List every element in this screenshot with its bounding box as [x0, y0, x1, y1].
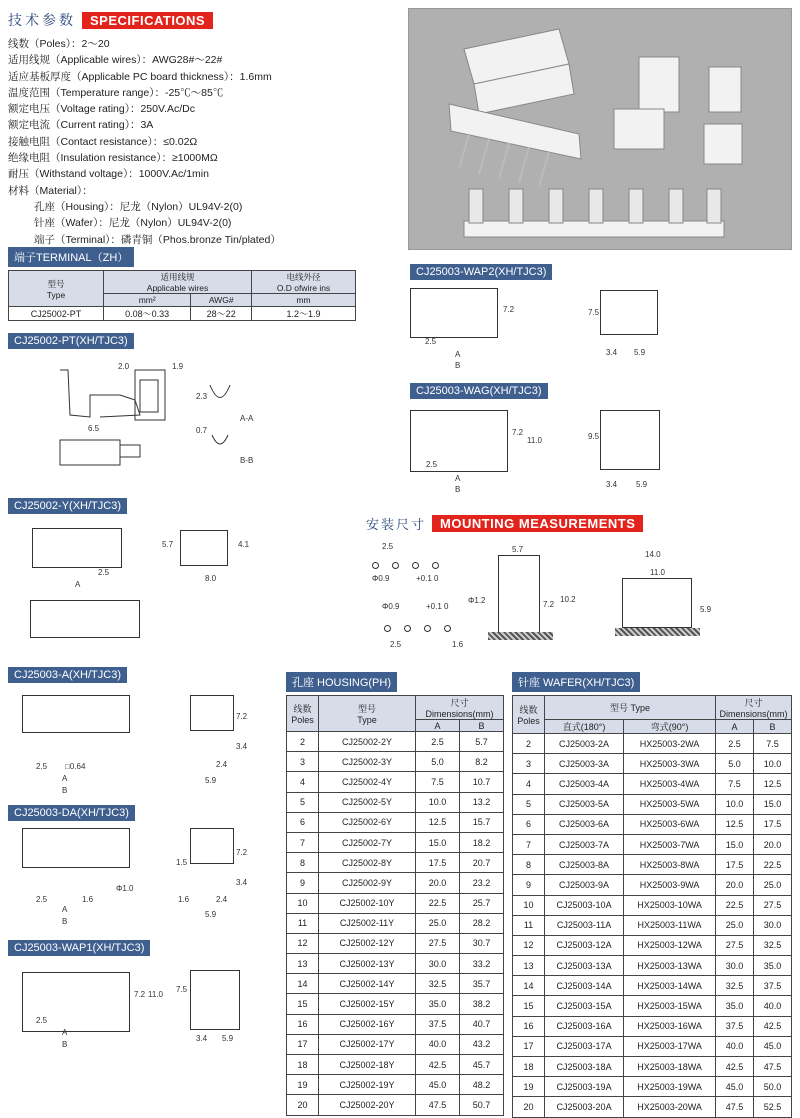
wap1-side-view — [190, 970, 240, 1030]
table-cell: HX25003-6WA — [624, 814, 716, 834]
spec-line: 额定电压（Voltage rating）：250V.Ac/Dc — [8, 103, 195, 116]
table-cell: 30.7 — [460, 933, 504, 953]
table-row — [287, 732, 504, 752]
table-row — [513, 895, 792, 915]
table-cell: 6 — [513, 814, 545, 834]
table-row — [513, 956, 792, 976]
table-cell: CJ25003-18A — [545, 1057, 624, 1077]
table-cell: 25.0 — [416, 913, 460, 933]
table-row — [287, 893, 504, 913]
spec-title — [8, 10, 213, 30]
table-cell: 5 — [287, 792, 319, 812]
table-row — [513, 855, 792, 875]
pt-header: CJ25002-PT(XH/TJC3) — [8, 333, 134, 349]
table-cell: 45.0 — [416, 1075, 460, 1095]
table-cell: 25.0 — [716, 915, 754, 935]
table-cell: 9 — [513, 875, 545, 895]
connector-illustration — [409, 9, 793, 251]
table-cell: CJ25003-13A — [545, 956, 624, 976]
table-cell: 28.2 — [460, 913, 504, 933]
col-wires: 适用线规 Applicable wires — [104, 271, 252, 294]
table-cell: 5 — [513, 794, 545, 814]
pcb-board — [488, 632, 553, 640]
col-type: 型号 Type — [9, 271, 104, 307]
a-header: CJ25003-A(XH/TJC3) — [8, 667, 127, 683]
wap2-header: CJ25003-WAP2(XH/TJC3) — [410, 264, 552, 280]
col-mm2: mm² — [104, 294, 191, 307]
da-header: CJ25003-DA(XH/TJC3) — [8, 805, 135, 821]
table-cell: CJ25002-17Y — [319, 1034, 416, 1054]
terminal-header: 端子TERMINAL（ZH） — [8, 247, 134, 267]
table-cell: 10 — [513, 895, 545, 915]
table-cell: 40.7 — [460, 1014, 504, 1034]
col-poles: 线数 Poles — [287, 696, 319, 732]
table-cell: 15.0 — [716, 834, 754, 854]
table-cell: CJ25002-16Y — [319, 1014, 416, 1034]
table-cell: 20.0 — [416, 873, 460, 893]
table-cell: 23.2 — [460, 873, 504, 893]
table-cell: 20.0 — [716, 875, 754, 895]
table-cell: 12.5 — [416, 812, 460, 832]
housing-header: 孔座 HOUSING(PH) — [286, 672, 397, 692]
table-cell: 30.0 — [754, 915, 792, 935]
table-cell: CJ25002-7Y — [319, 832, 416, 852]
table-cell: 50.0 — [754, 1077, 792, 1097]
table-cell: HX25003-11WA — [624, 915, 716, 935]
spec-list — [8, 36, 281, 248]
table-cell: 40.0 — [716, 1036, 754, 1056]
table-cell: 20.0 — [754, 834, 792, 854]
col-a: A — [716, 720, 754, 734]
table-cell: HX25003-20WA — [624, 1097, 716, 1117]
table-cell: HX25003-12WA — [624, 935, 716, 955]
table-row — [287, 933, 504, 953]
table-cell: 16 — [287, 1014, 319, 1034]
table-cell: CJ25003-6A — [545, 814, 624, 834]
table-cell: CJ25003-17A — [545, 1036, 624, 1056]
table-cell: CJ25002-18Y — [319, 1055, 416, 1075]
table-row — [513, 814, 792, 834]
table-cell: 12 — [513, 935, 545, 955]
table-cell: HX25003-8WA — [624, 855, 716, 875]
table-cell: 19 — [513, 1077, 545, 1097]
mounting-side-view — [498, 555, 540, 635]
table-row — [287, 772, 504, 792]
col-od: 电线外径 O.D ofwire ins — [252, 271, 356, 294]
material-line: 针座（Wafer）：尼龙（Nylon）UL94V-2(0) — [34, 217, 232, 230]
table-cell: 19 — [287, 1075, 319, 1095]
table-cell: CJ25003-10A — [545, 895, 624, 915]
table-cell: 47.5 — [416, 1095, 460, 1115]
table-cell: 8 — [513, 855, 545, 875]
table-cell: CJ25003-11A — [545, 915, 624, 935]
table-cell: CJ25003-9A — [545, 875, 624, 895]
table-cell: 20 — [287, 1095, 319, 1115]
table-row — [287, 994, 504, 1014]
table-cell: CJ25003-20A — [545, 1097, 624, 1117]
table-row — [287, 1075, 504, 1095]
table-cell: 2.5 — [716, 734, 754, 754]
table-cell: HX25003-15WA — [624, 996, 716, 1016]
table-cell: 18 — [287, 1055, 319, 1075]
table-cell: 2 — [513, 734, 545, 754]
da-front-view — [22, 828, 130, 868]
table-cell: 37.5 — [754, 976, 792, 996]
table-cell: 10.7 — [460, 772, 504, 792]
material-line: 孔座（Housing）：尼龙（Nylon）UL94V-2(0) — [34, 200, 243, 213]
pt-drawing — [40, 355, 270, 470]
spec-line: 接触电阻（Contact resistance）：≤0.02Ω — [8, 135, 198, 148]
spec-line: 额定电流（Current rating）：3A — [8, 119, 154, 132]
table-cell: 17.5 — [416, 853, 460, 873]
pcb-board-2 — [615, 628, 700, 636]
table-cell: HX25003-19WA — [624, 1077, 716, 1097]
table-cell: HX25003-7WA — [624, 834, 716, 854]
table-cell: 3 — [513, 754, 545, 774]
table-cell: 15.7 — [460, 812, 504, 832]
table-cell: CJ25002-11Y — [319, 913, 416, 933]
table-cell: 37.5 — [716, 1016, 754, 1036]
table-row — [513, 1036, 792, 1056]
table-cell: 11 — [513, 915, 545, 935]
table-cell: 15.0 — [754, 794, 792, 814]
table-cell: CJ25003-14A — [545, 976, 624, 996]
table-cell: CJ25003-16A — [545, 1016, 624, 1036]
da-side-view — [190, 828, 234, 864]
table-cell: CJ25002-19Y — [319, 1075, 416, 1095]
table-cell: 5.0 — [416, 752, 460, 772]
table-row — [287, 873, 504, 893]
table-cell: HX25003-9WA — [624, 875, 716, 895]
table-cell: 15 — [513, 996, 545, 1016]
table-cell: 35.0 — [416, 994, 460, 1014]
mounting-right-angle-view — [622, 578, 692, 628]
table-cell: 3 — [287, 752, 319, 772]
table-cell: 45.0 — [716, 1077, 754, 1097]
table-cell: 32.5 — [716, 976, 754, 996]
table-cell: 5.7 — [460, 732, 504, 752]
wap1-header: CJ25003-WAP1(XH/TJC3) — [8, 940, 150, 956]
table-cell: CJ25002-10Y — [319, 893, 416, 913]
table-cell: 17.5 — [716, 855, 754, 875]
material-line: 端子（Terminal）：磷青铜（Phos.bronze Tin/plated） — [34, 233, 281, 246]
table-cell: 22.5 — [754, 855, 792, 875]
table-row — [287, 954, 504, 974]
table-row — [513, 754, 792, 774]
table-cell: 10.0 — [416, 792, 460, 812]
table-row — [513, 1097, 792, 1117]
table-cell: 8.2 — [460, 752, 504, 772]
table-cell: 48.2 — [460, 1075, 504, 1095]
table-cell: 42.5 — [754, 1016, 792, 1036]
table-cell: CJ25003-15A — [545, 996, 624, 1016]
wag-side-view — [600, 410, 660, 470]
table-cell: 20 — [513, 1097, 545, 1117]
table-row — [513, 915, 792, 935]
table-cell: 50.7 — [460, 1095, 504, 1115]
spec-line: 线数（Poles）：2～20 — [8, 38, 110, 50]
table-cell: HX25003-14WA — [624, 976, 716, 996]
table-cell: HX25003-13WA — [624, 956, 716, 976]
table-cell: HX25003-3WA — [624, 754, 716, 774]
table-cell: 18 — [513, 1057, 545, 1077]
wag-header: CJ25003-WAG(XH/TJC3) — [410, 383, 548, 399]
table-cell: 12 — [287, 933, 319, 953]
table-cell: CJ25002-14Y — [319, 974, 416, 994]
table-cell: 42.5 — [716, 1057, 754, 1077]
table-cell: 4 — [513, 774, 545, 794]
table-cell: CJ25002-6Y — [319, 812, 416, 832]
table-cell: CJ25002-20Y — [319, 1095, 416, 1115]
col-dimensions: 尺寸Dimensions(mm) — [416, 696, 504, 720]
table-cell: 11 — [287, 913, 319, 933]
spec-line: 材料（Material）： — [8, 184, 93, 197]
col-dimensions: 尺寸Dimensions(mm) — [716, 696, 792, 720]
table-cell: 7 — [287, 832, 319, 852]
table-cell: 22.5 — [416, 893, 460, 913]
col-b: B — [460, 720, 504, 732]
table-cell: CJ25003-4A — [545, 774, 624, 794]
table-cell: CJ25003-8A — [545, 855, 624, 875]
table-cell: HX25003-5WA — [624, 794, 716, 814]
table-cell: HX25003-4WA — [624, 774, 716, 794]
table-row — [513, 734, 792, 754]
table-cell: CJ25002-9Y — [319, 873, 416, 893]
table-cell: 18.2 — [460, 832, 504, 852]
table-row — [513, 976, 792, 996]
table-row: CJ25002-PT 0.08～0.33 28～22 1.2～1.9 — [9, 307, 356, 321]
table-row — [287, 832, 504, 852]
table-cell: 25.0 — [754, 875, 792, 895]
col-mm: mm — [252, 294, 356, 307]
table-row — [287, 913, 504, 933]
table-cell: 2 — [287, 732, 319, 752]
table-row — [287, 752, 504, 772]
table-cell: CJ25002-2Y — [319, 732, 416, 752]
table-row — [513, 794, 792, 814]
table-row — [287, 1014, 504, 1034]
table-cell: 38.2 — [460, 994, 504, 1014]
table-cell: 13 — [513, 956, 545, 976]
table-row — [513, 996, 792, 1016]
table-cell: 6 — [287, 812, 319, 832]
table-cell: HX25003-10WA — [624, 895, 716, 915]
terminal-table — [8, 270, 356, 321]
table-cell: 40.0 — [416, 1034, 460, 1054]
table-cell: CJ25003-5A — [545, 794, 624, 814]
table-cell: CJ25003-7A — [545, 834, 624, 854]
table-cell: 17.5 — [754, 814, 792, 834]
table-cell: 33.2 — [460, 954, 504, 974]
table-row — [513, 1077, 792, 1097]
table-cell: 12.5 — [754, 774, 792, 794]
table-cell: 13 — [287, 954, 319, 974]
table-cell: 25.7 — [460, 893, 504, 913]
y-side-view — [180, 530, 228, 566]
y-front-view — [32, 528, 122, 568]
table-cell: 30.0 — [416, 954, 460, 974]
col-straight: 直式(180°) — [545, 720, 624, 734]
table-cell: 9 — [287, 873, 319, 893]
table-cell: 17 — [287, 1034, 319, 1054]
table-cell: 14 — [513, 976, 545, 996]
y-header: CJ25002-Y(XH/TJC3) — [8, 498, 127, 514]
col-bent: 弯式(90°) — [624, 720, 716, 734]
table-cell: CJ25002-13Y — [319, 954, 416, 974]
table-cell: 45.0 — [754, 1036, 792, 1056]
table-cell: 27.5 — [416, 933, 460, 953]
table-cell: 17 — [513, 1036, 545, 1056]
spec-line: 适用线规（Applicable wires）：AWG28#～22# — [8, 54, 223, 67]
table-cell: 35.0 — [754, 956, 792, 976]
spec-line: 耐压（Withstand voltage）：1000V.Ac/1min — [8, 168, 209, 181]
table-cell: 47.5 — [716, 1097, 754, 1117]
table-cell: CJ25002-15Y — [319, 994, 416, 1014]
table-cell: 10 — [287, 893, 319, 913]
table-cell: 37.5 — [416, 1014, 460, 1034]
table-cell: HX25003-18WA — [624, 1057, 716, 1077]
mounting-title: 安装尺寸 MOUNTING MEASUREMENTS — [366, 514, 643, 533]
table-cell: 40.0 — [754, 996, 792, 1016]
table-cell: CJ25002-12Y — [319, 933, 416, 953]
table-row — [287, 1095, 504, 1115]
table-cell: 10.0 — [754, 754, 792, 774]
spec-title-en: SPECIFICATIONS — [82, 12, 213, 29]
y-bottom-view — [30, 600, 140, 638]
table-row — [287, 792, 504, 812]
table-row — [287, 1055, 504, 1075]
table-cell: 22.5 — [716, 895, 754, 915]
spec-line: 温度范围（Temperature range）：-25℃～85℃ — [8, 86, 224, 99]
table-row — [513, 935, 792, 955]
table-cell: 7.5 — [716, 774, 754, 794]
table-cell: 8 — [287, 853, 319, 873]
table-cell: 20.7 — [460, 853, 504, 873]
table-cell: CJ25003-2A — [545, 734, 624, 754]
table-cell: 32.5 — [754, 935, 792, 955]
table-row — [513, 875, 792, 895]
product-photo — [408, 8, 792, 250]
table-cell: 27.5 — [716, 935, 754, 955]
table-cell: 14 — [287, 974, 319, 994]
table-cell: 47.5 — [754, 1057, 792, 1077]
table-cell: 5.0 — [716, 754, 754, 774]
col-poles: 线数 Poles — [513, 696, 545, 734]
table-cell: CJ25003-12A — [545, 935, 624, 955]
table-cell: 27.5 — [754, 895, 792, 915]
table-cell: 12.5 — [716, 814, 754, 834]
spec-line: 适应基板厚度（Applicable PC board thickness）：1.6mm — [8, 70, 272, 83]
table-cell: 32.5 — [416, 974, 460, 994]
wafer-header: 针座 WAFER(XH/TJC3) — [512, 672, 640, 692]
table-cell: 42.5 — [416, 1055, 460, 1075]
table-cell: CJ25002-4Y — [319, 772, 416, 792]
table-cell: 35.0 — [716, 996, 754, 1016]
col-b: B — [754, 720, 792, 734]
table-row — [287, 812, 504, 832]
table-row — [513, 834, 792, 854]
housing-table — [286, 695, 504, 1116]
table-cell: 10.0 — [716, 794, 754, 814]
table-cell: 4 — [287, 772, 319, 792]
wap2-front-view — [410, 288, 498, 338]
table-cell: 16 — [513, 1016, 545, 1036]
a-front-view — [22, 695, 130, 733]
table-cell: 30.0 — [716, 956, 754, 976]
table-cell: CJ25002-3Y — [319, 752, 416, 772]
table-cell: 7 — [513, 834, 545, 854]
col-type: 型号 Type — [545, 696, 716, 720]
a-side-view — [190, 695, 234, 731]
table-cell: CJ25002-8Y — [319, 853, 416, 873]
table-cell: 2.5 — [416, 732, 460, 752]
table-row — [287, 974, 504, 994]
wafer-table — [512, 695, 792, 1118]
col-type: 型号 Type — [319, 696, 416, 732]
table-cell: HX25003-16WA — [624, 1016, 716, 1036]
wap2-side-view — [600, 290, 658, 335]
table-row — [287, 853, 504, 873]
wag-front-view — [410, 410, 508, 472]
table-row — [513, 1016, 792, 1036]
table-cell: 15.0 — [416, 832, 460, 852]
table-cell: 13.2 — [460, 792, 504, 812]
table-cell: 15 — [287, 994, 319, 1014]
table-cell: HX25003-17WA — [624, 1036, 716, 1056]
spec-line: 绝缘电阻（Insulation resistance）：≥1000MΩ — [8, 152, 218, 165]
table-row — [513, 774, 792, 794]
table-cell: CJ25003-3A — [545, 754, 624, 774]
table-cell: CJ25002-5Y — [319, 792, 416, 812]
table-cell: CJ25003-19A — [545, 1077, 624, 1097]
col-awg: AWG# — [191, 294, 252, 307]
table-row — [287, 1034, 504, 1054]
col-a: A — [416, 720, 460, 732]
table-cell: 52.5 — [754, 1097, 792, 1117]
table-cell: 45.7 — [460, 1055, 504, 1075]
table-cell: 35.7 — [460, 974, 504, 994]
spec-title-cn: 技术参数 — [8, 12, 76, 28]
table-cell: 43.2 — [460, 1034, 504, 1054]
table-cell: HX25003-2WA — [624, 734, 716, 754]
table-cell: 7.5 — [754, 734, 792, 754]
table-cell: 7.5 — [416, 772, 460, 792]
